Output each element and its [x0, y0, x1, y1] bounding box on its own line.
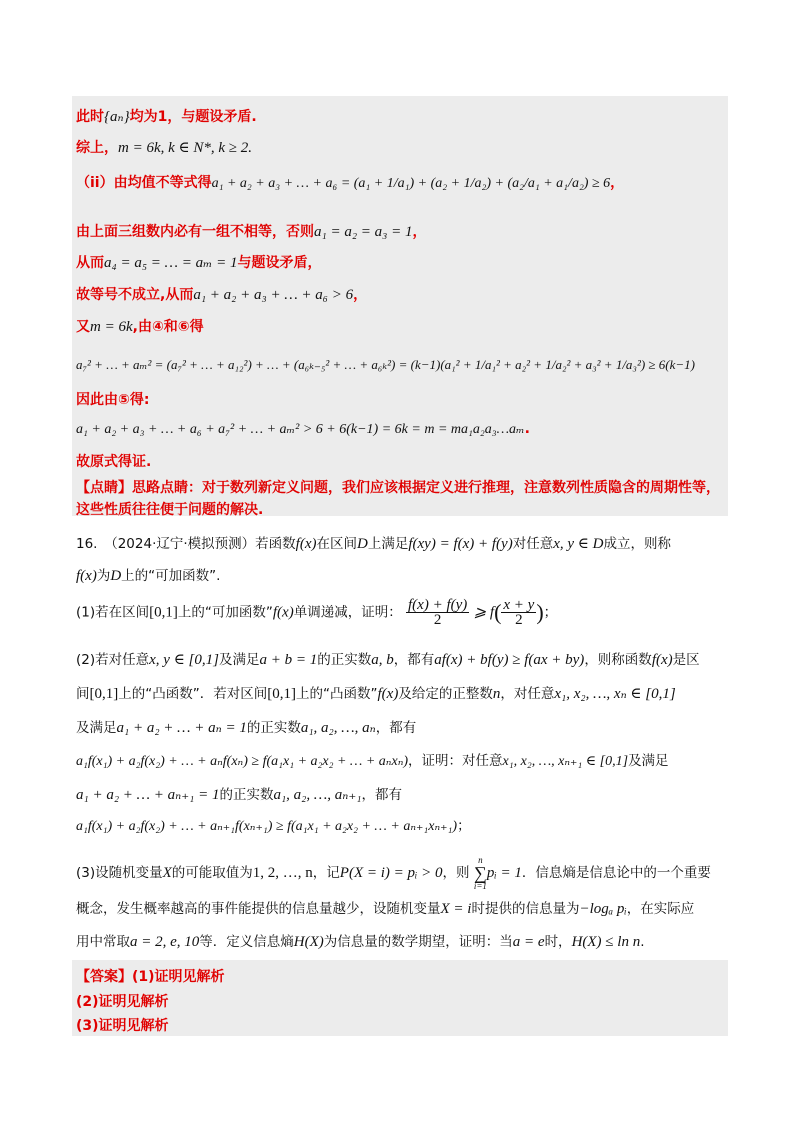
text: 16. （2024·辽宁·模拟预测）若函数: [76, 536, 296, 552]
text: ；: [457, 818, 471, 834]
solution-background: [72, 96, 728, 516]
math: a = 2, e, 10: [130, 934, 200, 950]
text: ，都有: [393, 652, 435, 668]
math: [0,1]: [267, 686, 296, 702]
text: 对任意: [512, 536, 554, 552]
text: 故等号不成立,从而: [76, 287, 194, 303]
math: m = 6k, k ∈ N*, k ≥ 2.: [118, 140, 253, 156]
answer-line-1: 【答案】(1)证明见解析: [76, 969, 225, 985]
solution-line-1: [76, 106, 257, 126]
math: a₁, a₂, …, aₙ: [300, 720, 376, 736]
text: ，则称函数: [584, 652, 652, 668]
math: a₁ + a₂ + … + aₙ = 1: [116, 720, 247, 736]
math: n: [492, 686, 501, 702]
math: D: [110, 568, 122, 584]
math: a = e: [512, 934, 545, 950]
question-16-line-1: [76, 532, 671, 553]
solution-line-12: [76, 477, 720, 497]
text: 间: [76, 686, 90, 702]
solution-line-5: [76, 252, 321, 272]
text: ，在实际应: [626, 901, 695, 917]
math: a₁ + a₂ + a₃ + … + a₆ + a₇² + … + aₘ² > 6 + 6(k−1) = 6k = m = ma₁a₂a₃…aₘ: [76, 422, 525, 437]
math: m = 6k: [90, 319, 133, 335]
answer-line-2: (2)证明见解析: [76, 994, 169, 1010]
math: f(x): [377, 686, 399, 702]
solution-line-9: [76, 389, 149, 409]
text: .: [640, 934, 645, 950]
text: ，证明：对任意: [408, 753, 503, 769]
question-16-line-2: [76, 564, 220, 585]
math: P(X = i) = pᵢ > 0: [339, 865, 443, 881]
math: af(x) + bf(y) ≥ f(ax + by): [434, 652, 585, 668]
text: 因此由⑤得:: [76, 392, 150, 408]
text: (2)若对任意: [76, 652, 150, 668]
question-16-part-2-line-6: [76, 814, 471, 835]
text: 均为1，与题设矛盾.: [129, 109, 257, 125]
math: a + b = 1: [259, 652, 318, 668]
text: 这些性质往往便于问题的解决.: [76, 502, 264, 518]
text: 及满足: [218, 652, 260, 668]
text: 【点睛】思路点睛：对于数列新定义问题，我们应该根据定义进行推理，注意数列性质隐含的周期性等，: [76, 480, 720, 496]
solution-line-3: [76, 172, 624, 192]
text: 为: [96, 568, 111, 584]
math: pᵢ = 1: [486, 865, 522, 881]
text: 成立，则称: [603, 536, 671, 552]
text: 上满足: [367, 536, 409, 552]
sum-lower: i=1: [473, 881, 487, 891]
text: 及给定的正整数: [398, 686, 493, 702]
text: ,由④和⑥得: [132, 319, 204, 335]
question-16-part-2-line-1: [76, 648, 700, 669]
math: a₁f(x₁) + a₂f(x₂) + … + aₙ₊₁f(xₙ₊₁) ≥ f(a₁x₁ + a₂x₂ + … + aₙ₊₁xₙ₊₁): [76, 819, 458, 834]
text: ，都有: [361, 787, 402, 803]
math: a₁, a₂, …, aₙ₊₁: [273, 787, 362, 803]
math: a₁ + a₂ + … + aₙ₊₁ = 1: [76, 787, 220, 803]
math: a₇² + … + aₘ² = (a₇² + … + a₁₂²) + … + (a₆ₖ₋₅² + … + a₆ₖ²) = (k−1)(a₁² + 1/a₁² + a₂² + 1/a₂² + a₃² + 1/a₃²) ≥ 6(k−1): [76, 357, 696, 372]
text: 上的“可加函数”: [177, 604, 273, 621]
sum-symbol: [474, 855, 487, 891]
math: f(x): [272, 604, 294, 621]
question-16-part-1: [76, 598, 557, 627]
text: 单调递减，证明：: [293, 604, 402, 621]
math: H(X) ≤ ln n: [571, 934, 641, 950]
sum-upper: n: [478, 855, 483, 865]
text: 为信息量的数学期望，证明：当: [323, 934, 513, 950]
question-16-part-2-line-4: [76, 749, 669, 770]
question-16-part-2-line-2: [76, 682, 676, 703]
text: 是区: [672, 652, 700, 668]
text: 上的“可加函数”.: [121, 568, 221, 584]
text: 故原式得证.: [76, 454, 152, 470]
question-16-part-3-line-2: [76, 897, 694, 918]
text: （ii）由均值不等式得: [76, 175, 212, 191]
math: [0,1]: [89, 686, 119, 702]
fraction: [406, 598, 469, 627]
math: x₁, x₂, …, xₙ ∈ [0,1]: [554, 686, 676, 702]
question-16-part-2-line-5: [76, 783, 402, 804]
answer-line-3: (3)证明见解析: [76, 1018, 169, 1034]
text: ，: [412, 224, 427, 240]
math: x₁, x₂, …, xₙ₊₁ ∈ [0,1]: [502, 754, 629, 769]
text: 又: [76, 319, 90, 335]
solution-line-7: [76, 316, 204, 336]
math: ⩾ f: [473, 604, 495, 621]
solution-line-11: [76, 451, 151, 471]
question-16-part-2-line-3: [76, 716, 416, 737]
text: ．信息熵是信息论中的一个重要: [521, 865, 711, 881]
fraction: [501, 598, 536, 627]
text: ，都有: [375, 720, 417, 736]
math: 1, 2, …, n: [252, 865, 313, 881]
solution-line-8: [76, 354, 695, 373]
text: 概念，发生概率越高的事件能提供的信息量越少，设随机变量: [76, 901, 441, 917]
text: ，: [353, 287, 368, 303]
sigma: ∑: [473, 863, 487, 883]
text: 的正实数: [317, 652, 372, 668]
text: 综上，: [76, 140, 118, 156]
text: .: [524, 421, 530, 437]
math: x, y ∈ D: [553, 536, 604, 552]
math: f(x): [76, 568, 97, 584]
math: f(xy) = f(x) + f(y): [408, 536, 513, 552]
text: (3)设随机变量: [76, 865, 163, 881]
text: 的可能取值为: [171, 865, 253, 881]
text: 用中常取: [76, 934, 130, 950]
math: H(X): [293, 934, 324, 950]
math: X: [162, 865, 172, 881]
text: 上的“凸函数”: [296, 686, 378, 702]
math: a₁ = a₂ = a₃ = 1: [314, 224, 413, 240]
text: ，: [610, 175, 625, 191]
math: a₁ + a₂ + a₃ + … + a₆ > 6: [193, 287, 354, 303]
text: 在区间: [316, 536, 357, 552]
text: 此时: [76, 109, 104, 125]
math: x, y ∈ [0,1]: [149, 652, 219, 668]
denominator: 2: [433, 612, 442, 628]
solution-line-10: [76, 418, 530, 438]
text: 与题设矛盾，: [237, 255, 322, 271]
math: {aₙ}: [104, 109, 130, 125]
math: a₁f(x₁) + a₂f(x₂) + … + aₙf(xₙ) ≥ f(a₁x₁ + a₂x₂ + … + aₙxₙ): [76, 754, 409, 769]
solution-line-13: [76, 499, 263, 519]
math: −logₐ pᵢ: [579, 901, 627, 917]
solution-line-6: [76, 284, 367, 304]
math: f(x): [651, 652, 673, 668]
solution-line-2: [76, 137, 252, 157]
text: ，则: [442, 865, 470, 881]
text: 时，: [544, 934, 572, 950]
denominator: 2: [515, 612, 523, 628]
text: 等．定义信息熵: [199, 934, 294, 950]
question-16-part-3-line-1: [76, 855, 711, 891]
math: X = i: [440, 901, 472, 917]
math: a, b: [371, 652, 394, 668]
numerator: x + y: [503, 597, 535, 613]
math: a₁ + a₂ + a₃ + … + a₆ = (a₁ + 1/a₁) + (a₂ + 1/a₂) + (a₂/a₁ + a₁/a₂) ≥ 6: [211, 176, 611, 191]
text: (1)若在区间: [76, 604, 150, 621]
solution-line-4: [76, 221, 427, 241]
math: D: [357, 536, 368, 552]
text: 由上面三组数内必有一组不相等，否则: [76, 224, 314, 240]
text: 时提供的信息量为: [471, 901, 580, 917]
text: 上的“凸函数”．若对区间: [118, 686, 268, 702]
math: [0,1]: [149, 604, 178, 621]
numerator: f(x) + f(y): [408, 597, 468, 613]
paren-right: ): [536, 599, 544, 625]
text: ，记: [312, 865, 340, 881]
text: 及满足: [628, 753, 669, 769]
paren-left: (: [494, 599, 502, 625]
text: 从而: [76, 255, 104, 271]
text: ，对任意: [500, 686, 555, 702]
math: f(x): [295, 536, 317, 552]
text: 的正实数: [246, 720, 301, 736]
text: ；: [543, 604, 558, 621]
math: a₄ = a₅ = … = aₘ = 1: [104, 255, 238, 271]
question-16-part-3-line-3: [76, 930, 645, 951]
text: 的正实数: [219, 787, 274, 803]
text: 及满足: [76, 720, 117, 736]
